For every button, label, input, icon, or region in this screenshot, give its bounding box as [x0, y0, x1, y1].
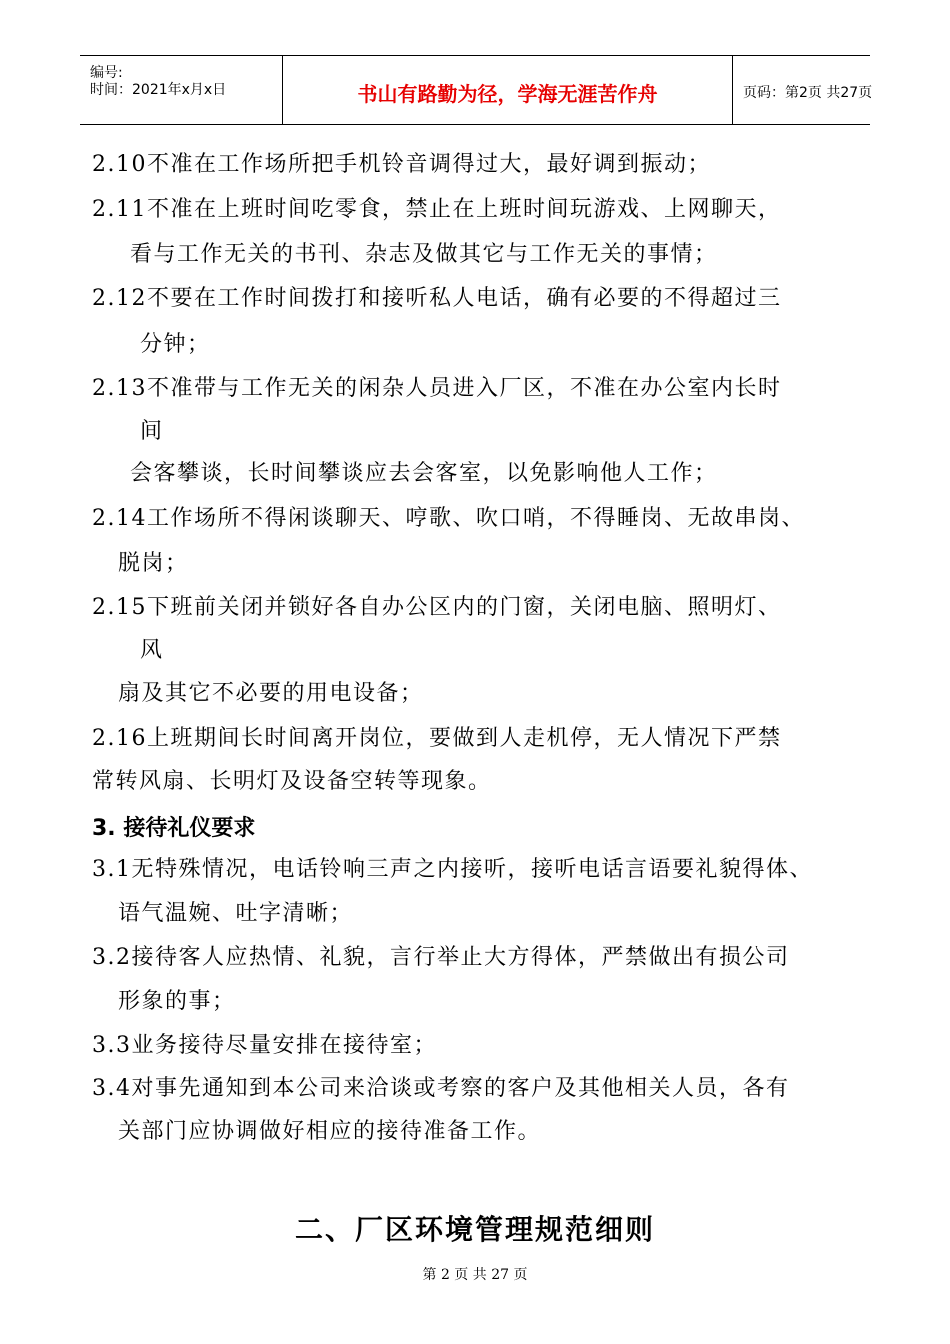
header-info-cell — [80, 56, 283, 124]
section-3-line: 3.3业务接待尽量安排在接待室； — [92, 1033, 437, 1058]
body-line: 扇及其它不必要的用电设备； — [118, 681, 424, 706]
page-footer: 第 2 页 共 27 页 — [422, 1267, 528, 1283]
body-line: 会客攀谈，长时间攀谈应去会客室，以免影响他人工作； — [130, 461, 718, 486]
document-time-label: 时间：2021年x月x日 — [90, 82, 227, 98]
header-page-info: 页码：第2页 共27页 — [743, 85, 873, 101]
section-3-heading: 3. 接待礼仪要求 — [92, 816, 256, 841]
section-3-line: 语气温婉、吐字清晰； — [118, 901, 354, 926]
body-line: 2.16上班期间长时间离开岗位，要做到人走机停，无人情况下严禁 — [92, 726, 782, 751]
body-line: 2.10不准在工作场所把手机铃音调得过大，最好调到振动； — [92, 152, 711, 177]
body-line: 风 — [140, 638, 164, 663]
body-line: 2.11不准在上班时间吃零食，禁止在上班时间玩游戏、上网聊天， — [92, 197, 782, 222]
body-line: 分钟； — [140, 332, 211, 357]
section-3-line: 形象的事； — [118, 989, 236, 1014]
header-page-cell — [733, 56, 873, 124]
section-3-line: 关部门应协调做好相应的接待准备工作。 — [118, 1119, 542, 1144]
chapter-title: 二、厂区环境管理规范细则 — [294, 1213, 655, 1246]
body-line: 2.14工作场所不得闲谈聊天、哼歌、吹口哨，不得睡岗、无故串岗、 — [92, 506, 805, 531]
body-line: 2.13不准带与工作无关的闲杂人员进入厂区，不准在办公室内长时 — [92, 376, 782, 401]
header-motto-cell — [283, 56, 733, 124]
body-line: 看与工作无关的书刊、杂志及做其它与工作无关的事情； — [130, 242, 718, 267]
body-line: 脱岗； — [118, 551, 189, 576]
section-3-line: 3.4对事先通知到本公司来洽谈或考察的客户及其他相关人员，各有 — [92, 1076, 790, 1101]
section-3-line: 3.1无特殊情况，电话铃响三声之内接听，接听电话言语要礼貌得体、 — [92, 857, 813, 882]
page-header — [80, 55, 873, 125]
section-3-line: 3.2接待客人应热情、礼貌，言行举止大方得体，严禁做出有损公司 — [92, 945, 790, 970]
document-number-label: 编号: — [90, 65, 123, 81]
body-line: 2.15下班前关闭并锁好各自办公区内的门窗，关闭电脑、照明灯、 — [92, 595, 782, 620]
header-motto: 书山有路勤为径，学海无涯苦作舟 — [357, 82, 658, 106]
body-line: 2.12不要在工作时间拨打和接听私人电话，确有必要的不得超过三 — [92, 286, 782, 311]
body-line: 常转风扇、长明灯及设备空转等现象。 — [92, 769, 492, 794]
body-line: 间 — [140, 419, 164, 444]
